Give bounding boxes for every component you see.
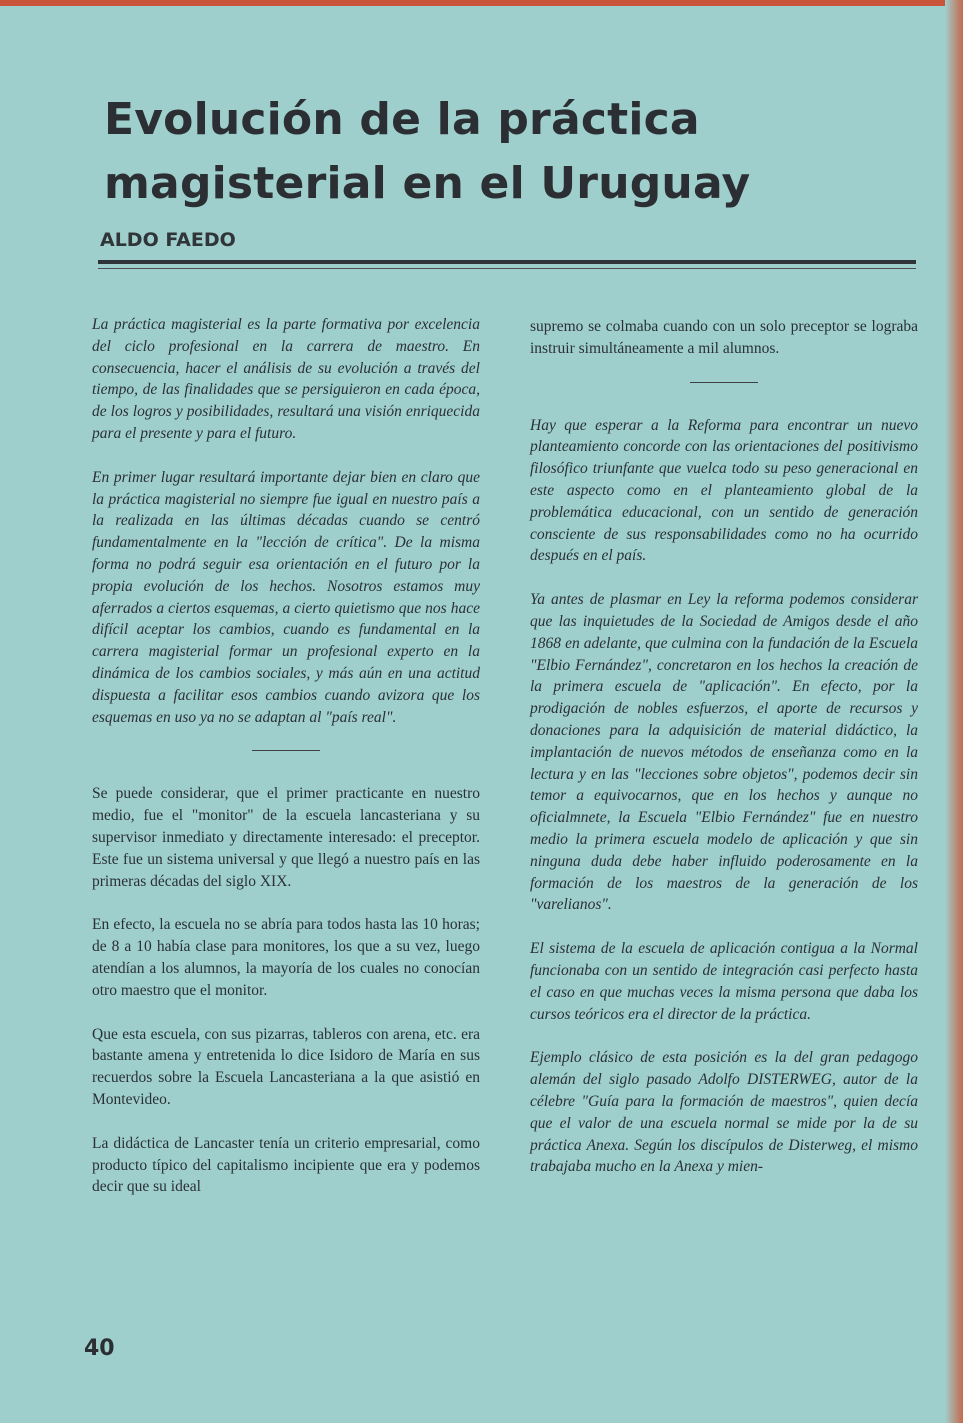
title-rule: [98, 260, 916, 264]
body-paragraph: Se puede considerar, que el primer practicante en nuestro medio, fue el "monitor" de la escuela lancasteriana y su supervisor inmediato y directamente interesado: el preceptor. Este fue un sistema universal y que llegó a nuestro país en las primeras décadas del siglo XIX.: [92, 785, 480, 890]
page-right-edge: [945, 0, 963, 1423]
body-paragraph: La didáctica de Lancaster tenía un criterio empresarial, como producto típico del capitalismo incipiente que era y podemos decir que su ideal: [92, 1134, 480, 1196]
title-rule-thin: [98, 268, 916, 269]
section-separator: [690, 382, 758, 383]
body-paragraph: En primer lugar resultará importante dejar bien en claro que la práctica magisterial no siempre fue igual en nuestro país a la realizada en las últimas décadas cuando se centró fundamentalmente en la "lección de crítica". De la misma forma no podrá seguir esa orientación en el futuro por la propia evolución de los hechos. Nosotros estamos muy aferrados a ciertos esquemas, a cierto quietismo que nos hace difícil aceptar los cambios, cuando es fundamental en la carrera magisterial formar un profesional experto en la dinámica de los cambios sociales, y más aún en una actitud dispuesta a facilitar esos cambios cuando avizora que los esquemas en uso ya no se adaptan al "país real".: [92, 468, 480, 726]
body-paragraph: El sistema de la escuela de aplicación contigua a la Normal funcionaba con un sentido de integración casi perfecto hasta el caso en que muchas veces la misma persona que daba los cursos teóricos era el director de la práctica.: [530, 940, 918, 1023]
right-column: [530, 316, 918, 1200]
body-paragraph: Hay que esperar a la Reforma para encontrar un nuevo planteamiento concorde con las orientaciones del positivismo filosófico triunfante que vuelca todo su peso generacional en este aspecto como en el planteamiento global de la problemática educacional, con un sentido de generación consciente de sus responsabilidades como no ha ocurrido después en el país.: [530, 416, 918, 565]
intro-paragraph: La práctica magisterial es la parte formativa por excelencia del ciclo profesional en la carrera de maestro. En consecuencia, hacer el análisis de su evolución a través del tiempo, de las finalidades que se persiguieron en cada época, de los logros y posibilidades, resultará una visión enriquecida para el presente y para el futuro.: [92, 316, 480, 442]
body-paragraph: Ejemplo clásico de esta posición es la del gran pedagogo alemán del siglo pasado Adolfo DISTERWEG, autor de la célebre "Guía para la formación de maestros", quien decía que el valor de una escuela normal se mide por la de su práctica Anexa. Según los discípulos de Disterweg, el mismo trabajaba mucho en la Anexa y mien-: [530, 1049, 918, 1176]
page-number: 40: [84, 1336, 115, 1361]
body-paragraph: En efecto, la escuela no se abría para todos hasta las 10 horas; de 8 a 10 había clase para monitores, los que a su vez, luego atendían a los alumnos, la mayoría de los cuales no conocían otro maestro que el monitor.: [92, 916, 480, 999]
article-author: ALDO FAEDO: [100, 229, 236, 251]
section-separator: [252, 750, 320, 751]
body-paragraph: Que esta escuela, con sus pizarras, tableros con arena, etc. era bastante amena y entretenida lo dice Isidoro de María en sus recuerdos sobre la Escuela Lancasteriana a la que asistió en Montevideo.: [92, 1025, 480, 1108]
article-title: Evolución de la práctica magisterial en el Uruguay: [104, 94, 751, 209]
left-column: [92, 314, 480, 1220]
body-paragraph: supremo se colmaba cuando con un solo preceptor se lograba instruir simultáneamente a mil alumnos.: [530, 318, 918, 357]
body-paragraph: Ya antes de plasmar en Ley la reforma podemos considerar que las inquietudes de la Sociedad de Amigos desde el año 1868 en adelante, que culmina con la fundación de la Escuela "Elbio Fernández", concretaron en los hechos la creación de la primera escuela de "aplicación". En efecto, por la prodigación de nobles esfuerzos, el aporte de recursos y donaciones para la adquisición de material didáctico, la implantación de nuevos métodos de enseñanza como en la lectura y en las "lecciones sobre objetos", podemos decir sin temor a equivocarnos, que en los hechos y aunque no oficialmnete, la Escuela "Elbio Fernández" fue en nuestro medio la primera escuela modelo de aplicación y que sin ninguna duda debe haber influido poderosamente en la formación de los maestros de la generación de los "varelianos".: [530, 591, 918, 914]
page-top-edge: [0, 0, 963, 6]
